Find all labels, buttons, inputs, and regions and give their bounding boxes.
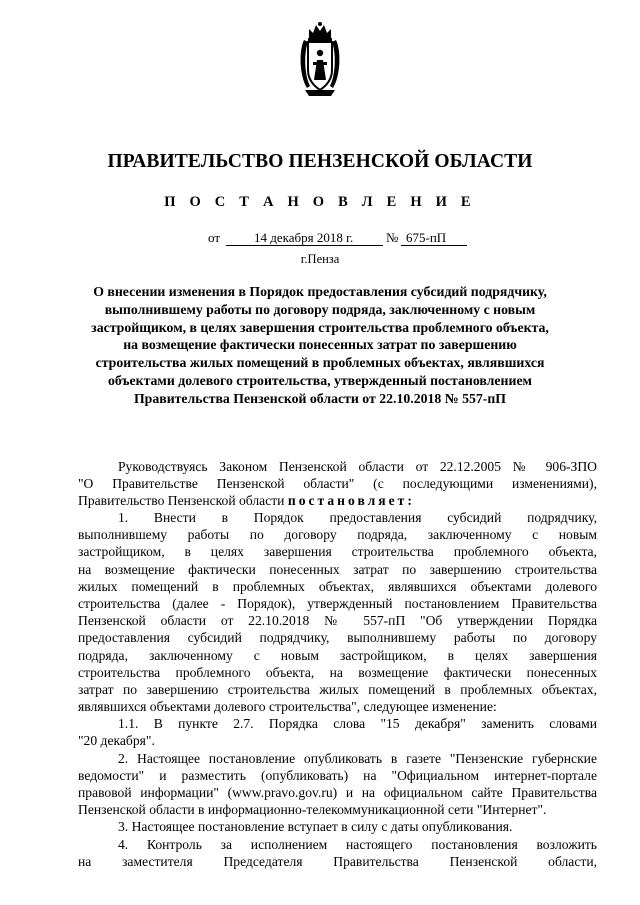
item-1-paragraph bbox=[78, 486, 597, 870]
item-2-line: правовой информации" (www.pravo.gov.ru) и на официальном сайте Правительства bbox=[78, 785, 597, 800]
item-4-line: на заместителя Председателя Правительства Пензенской области, bbox=[78, 853, 597, 869]
item-1-line: строительства (далее - Порядок), утвержденный постановлением Правительства bbox=[78, 595, 597, 611]
item-1-line: предоставления субсидий подрядчику, выполнившему работы по договору bbox=[78, 630, 597, 646]
item-2-line: ведомости" и разместить (опубликовать) на "Официальном интернет-портале bbox=[78, 767, 597, 783]
item-2-line: Пензенской области в информационно-телекоммуникационной сети "Интернет". bbox=[78, 802, 547, 818]
subject-line: объектами долевого строительства, утвержденный постановлением bbox=[108, 372, 532, 388]
item-1-line: на возмещение фактически понесенных затрат по завершению строительства bbox=[78, 561, 597, 577]
item-1-line: подряда, заключенному с новым застройщиком, в целях завершения bbox=[78, 647, 597, 663]
preamble-line: Руководствуясь Законом Пензенской области от 22.12.2005 № 906-ЗПО bbox=[118, 459, 597, 474]
item-1-line: затрат по завершению строительства жилых помещений в проблемных объектах, bbox=[78, 681, 597, 697]
item-1-1-line: 1.1. В пункте 2.7. Порядка слова "15 декабря" заменить словами bbox=[118, 716, 597, 732]
item-1-line: 1. Внести в Порядок предоставления субсидий подрядчику, bbox=[118, 510, 597, 525]
item-4-line: 4. Контроль за исполнением настоящего постановления возложить bbox=[118, 836, 597, 852]
government-title: ПРАВИТЕЛЬСТВО ПЕНЗЕНСКОЙ ОБЛАСТИ bbox=[107, 151, 533, 172]
subject-line: на возмещение фактически понесенных затрат по завершению bbox=[123, 337, 517, 353]
decree-subject bbox=[70, 283, 570, 408]
item-1-line: застройщиком, в целях завершения строительства проблемного объекта, bbox=[78, 544, 597, 560]
subject-line: выполнившему работы по договору подряда, заключенному с новым bbox=[104, 301, 536, 317]
number-label: № bbox=[386, 230, 399, 245]
subject-line: О внесении изменения в Порядок предоставления субсидий подрядчику, bbox=[93, 284, 547, 299]
document-type-title: П О С Т А Н О В Л Е Н И Е bbox=[164, 194, 476, 210]
preamble-government: Правительство Пензенской области bbox=[78, 493, 285, 509]
subject-line: строительства жилых помещений в проблемных объектах, являвшихся bbox=[95, 355, 545, 371]
date-from-label: от bbox=[208, 230, 221, 245]
decree-word: постановляет: bbox=[287, 493, 415, 509]
preamble-line: "О Правительстве Пензенской области" (с последующими изменениями), bbox=[78, 476, 597, 492]
subject-line: застройщиком, в целях завершения строительства проблемного объекта, bbox=[91, 319, 549, 335]
item-3-line: 3. Настоящее постановление вступает в силу с даты опубликования. bbox=[118, 819, 513, 835]
item-1-line: строительства проблемного объекта, на возмещение фактически понесенных bbox=[78, 664, 597, 680]
decree-number: 675-пП bbox=[406, 230, 447, 245]
item-1-line: выполнившему работы по договору подряда, заключенному с новым bbox=[78, 527, 597, 543]
item-1-1-line: "20 декабря". bbox=[78, 733, 155, 749]
subject-line: Правительства Пензенской области от 22.10.2018 № 557-пП bbox=[133, 390, 507, 406]
city-name: г.Пенза bbox=[300, 252, 340, 266]
item-1-line: жилых помещений в проблемных объектах, являвшихся объектами долевого bbox=[78, 578, 597, 594]
coat-of-arms-emblem bbox=[295, 20, 345, 100]
item-1-line: Пензенской области от 22.10.2018 № 557-пП "Об утверждении Порядка bbox=[78, 613, 597, 629]
item-1-line: являвшихся объектами долевого строительства", следующее изменение: bbox=[78, 699, 497, 715]
item-2-line: 2. Настоящее постановление опубликовать в газете "Пензенские губернские bbox=[118, 750, 597, 766]
decree-date: 14 декабря 2018 г. bbox=[254, 230, 354, 245]
